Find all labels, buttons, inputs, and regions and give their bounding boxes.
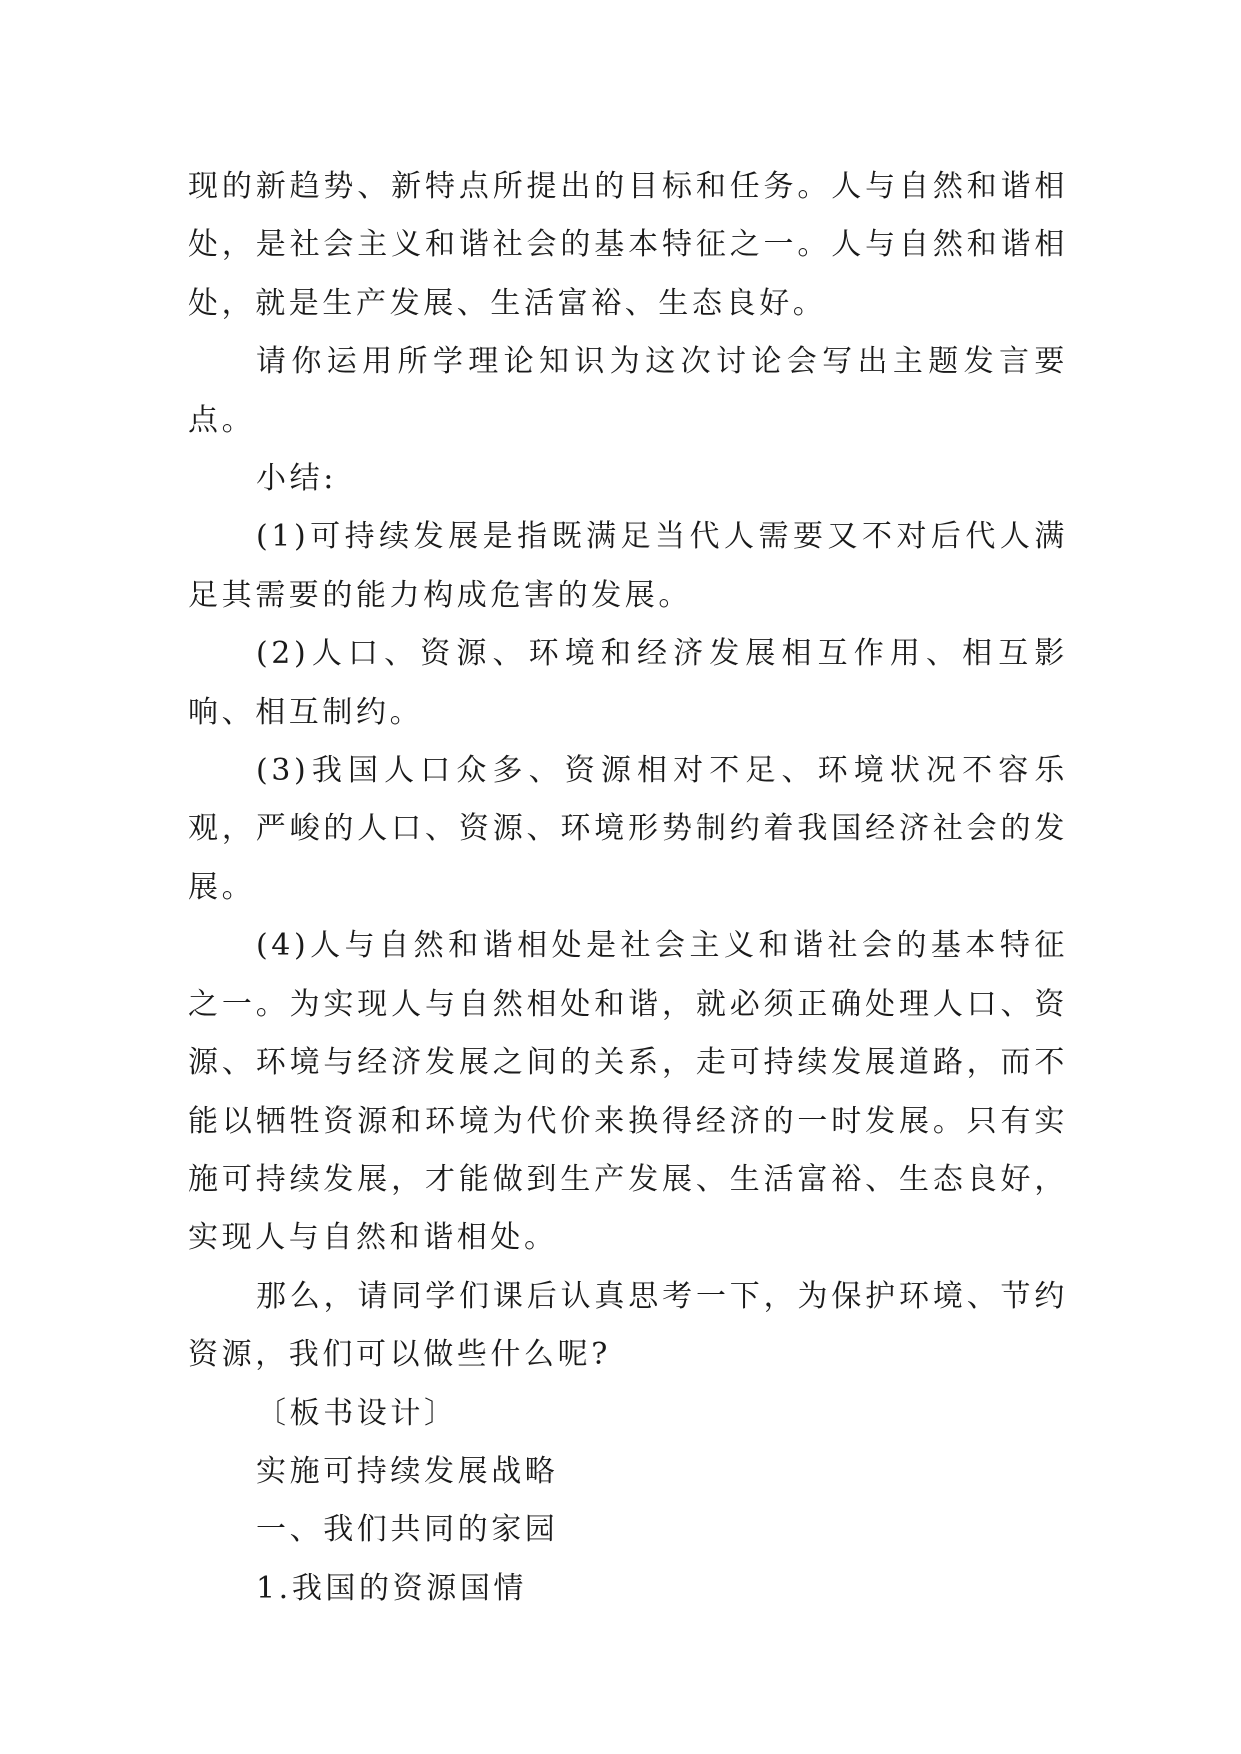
summary-point-3: (3)我国人口众多、资源相对不足、环境状况不容乐观，严峻的人口、资源、环境形势制约着我国经济社会的发展。	[188, 753, 1068, 905]
board-section-1: 一、我们共同的家园	[256, 1512, 559, 1548]
summary-point-2: (2)人口、资源、环境和经济发展相互作用、相互影响、相互制约。	[188, 636, 1068, 730]
paragraph-continuation: 现的新趋势、新特点所提出的目标和任务。人与自然和谐相处，是社会主义和谐社会的基本特征之一。人与自然和谐相处，就是生产发展、生活富裕、生态良好。	[188, 169, 1068, 321]
board-design-heading: 〔板书设计〕	[256, 1395, 458, 1431]
document-body	[188, 158, 1068, 1618]
summary-heading: 小结:	[256, 461, 337, 497]
board-title: 实施可持续发展战略	[256, 1453, 559, 1489]
board-subsection-1: 1.我国的资源国情	[256, 1570, 528, 1606]
paragraph-task: 请你运用所学理论知识为这次讨论会写出主题发言要点。	[188, 344, 1068, 438]
summary-point-1: (1)可持续发展是指既满足当代人需要又不对后代人满足其需要的能力构成危害的发展。	[188, 519, 1068, 613]
summary-point-4: (4)人与自然和谐相处是社会主义和谐社会的基本特征之一。为实现人与自然相处和谐，就必须正确处理人口、资源、环境与经济发展之间的关系，走可持续发展道路，而不能以牺牲资源和环境为代价来换得经济的一时发展。只有实施可持续发展，才能做到生产发展、生活富裕、生态良好，实现人与自然和谐相处。	[188, 928, 1068, 1256]
paragraph-question: 那么，请同学们课后认真思考一下，为保护环境、节约资源，我们可以做些什么呢?	[188, 1278, 1068, 1373]
